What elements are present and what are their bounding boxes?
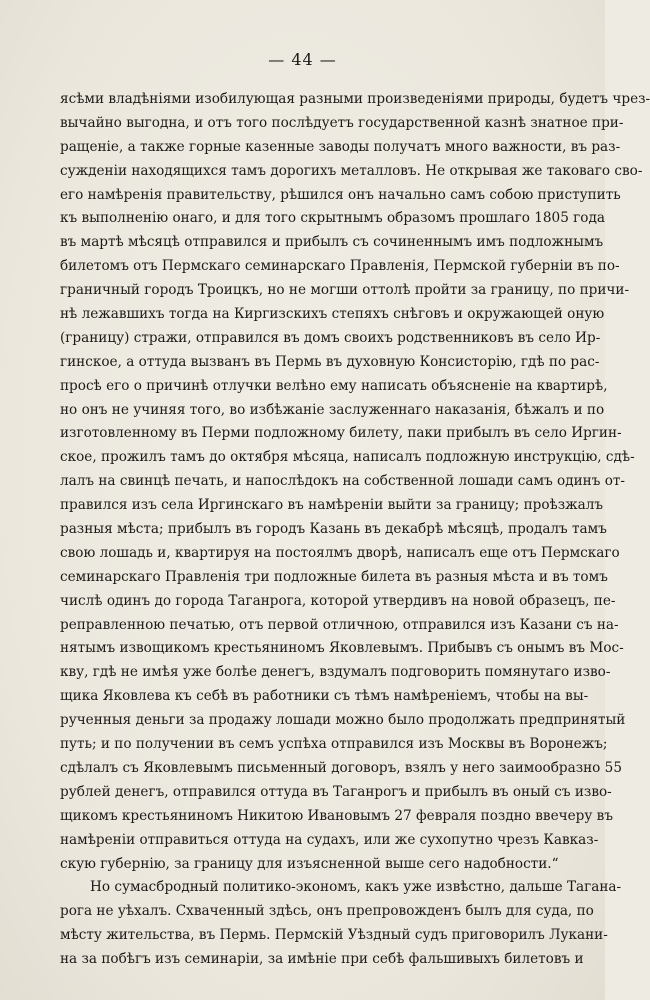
text-line: ращеніе, а также горные казенные заводы получатъ много важности, въ раз- xyxy=(60,138,621,155)
text-line: ское, прожилъ тамъ до октября мѣсяца, написалъ подложную инструкцію, сдѣ- xyxy=(60,449,635,466)
text-line: на за побѣгъ изъ семинаріи, за имѣніе при себѣ фальшивыхъ билетовъ и xyxy=(60,951,584,968)
text-line: кву, гдѣ не имѣя уже болѣе денегъ, вздумалъ подговорить помянутаго изво- xyxy=(60,664,611,681)
text-line: граничный городъ Троицкъ, но не могши оттолѣ пройти за границу, по причи- xyxy=(60,282,630,299)
text-line: вычайно выгодна, и отъ того послѣдуетъ государственной казнѣ знатное при- xyxy=(60,114,624,131)
text-line: (границу) стражи, отправился въ домъ своихъ родственниковъ въ село Ир- xyxy=(60,329,601,346)
text-line: разныя мѣста; прибылъ въ городъ Казань въ декабрѣ мѣсяцѣ, продалъ тамъ xyxy=(60,521,607,538)
text-line: правился изъ села Иргинскаго въ намѣреніи выйти за границу; проѣзжалъ xyxy=(60,497,604,514)
text-line: щикомъ крестьяниномъ Никитою Ивановымъ 27 февраля поздно ввечеру въ xyxy=(60,807,613,824)
text-line: сдѣлалъ съ Яковлевымъ письменный договоръ, взялъ у него заимообразно 55 xyxy=(60,759,622,776)
text-line: лалъ на свинцѣ печать, и напослѣдокъ на собственной лошади самъ одинъ от- xyxy=(60,473,625,490)
text-line: Но сумасбродный политико-экономъ, какъ уже извѣстно, дальше Тагана- xyxy=(90,879,622,896)
text-line: ясѣми владѣніями изобилующая разными произведеніями природы, будетъ чрез- xyxy=(60,91,650,107)
text-line: но онъ не учиняя того, во избѣжаніе заслуженнаго наказанія, бѣжалъ и по xyxy=(60,401,605,418)
text-line: гинское, а оттуда вызванъ въ Пермь въ духовную Консисторію, гдѣ по рас- xyxy=(60,353,600,370)
text-line: скую губернію, за границу для изъясненной выше сего надобности.“ xyxy=(60,855,559,872)
text-line: мѣсту жительства, въ Пермь. Пермскій Уѣздный судъ приговорилъ Лукани- xyxy=(60,927,608,944)
text-line: билетомъ отъ Пермскаго семинарскаго Правленія, Пермской губерніи въ по- xyxy=(60,258,620,275)
text-line: рученныя деньги за продажу лошади можно было продолжать предпринятый xyxy=(60,712,626,729)
text-line: сужденіи находящихся тамъ дорогихъ металловъ. Не открывая же таковаго сво- xyxy=(60,162,643,179)
text-line: рублей денегъ, отправился оттуда въ Таганрогъ и прибылъ въ оный съ изво- xyxy=(60,783,612,800)
text-line: свою лошадь и, квартируя на постоялмъ дворѣ, написалъ еще отъ Пермскаго xyxy=(60,544,620,561)
text-line: просѣ его о причинѣ отлучки велѣно ему написать объясненіе на квартирѣ, xyxy=(60,377,608,394)
text-line: нѣ лежавшихъ тогда на Киргизскихъ степяхъ снѣговъ и окружающей оную xyxy=(60,306,605,323)
text-line: намѣреніи отправиться оттуда на судахъ, или же сухопутно чрезъ Кавказ- xyxy=(60,831,599,848)
text-line: его намѣренія правительству, рѣшился онъ начально самъ собою приступить xyxy=(60,186,621,203)
text-line: семинарскаго Правленія три подложные билета въ разныя мѣста и въ томъ xyxy=(60,568,608,585)
text-line: къ выполненію онаго, и для того скрытнымъ образомъ прошлаго 1805 года xyxy=(60,210,605,227)
text-line: нятымъ извощикомъ крестьяниномъ Яковлевымъ. Прибывъ съ онымъ въ Мос- xyxy=(60,640,624,657)
text-line: путь; и по получении въ семъ успѣха отправился изъ Москвы въ Воронежъ; xyxy=(60,736,608,753)
text-line: реправленною печатью, отъ первой отличною, отправился изъ Казани съ на- xyxy=(60,616,619,633)
text-line: числѣ одинъ до города Таганрога, которой утвердивъ на новой образецъ, пе- xyxy=(60,592,616,609)
text-line: въ мартѣ мѣсяцѣ отправился и прибылъ съ сочиненнымъ имъ подложнымъ xyxy=(60,234,604,251)
body-text xyxy=(60,88,650,972)
text-line: изготовленному въ Перми подложному билету, паки прибылъ въ село Иргин- xyxy=(60,425,622,442)
text-line: рога не уѣхалъ. Схваченный здѣсь, онъ препровожденъ былъ для суда, по xyxy=(60,903,594,920)
page-number: — 44 — xyxy=(268,50,337,69)
text-line: щика Яковлева къ себѣ въ работники съ тѣмъ намѣреніемъ, чтобы на вы- xyxy=(60,688,589,705)
